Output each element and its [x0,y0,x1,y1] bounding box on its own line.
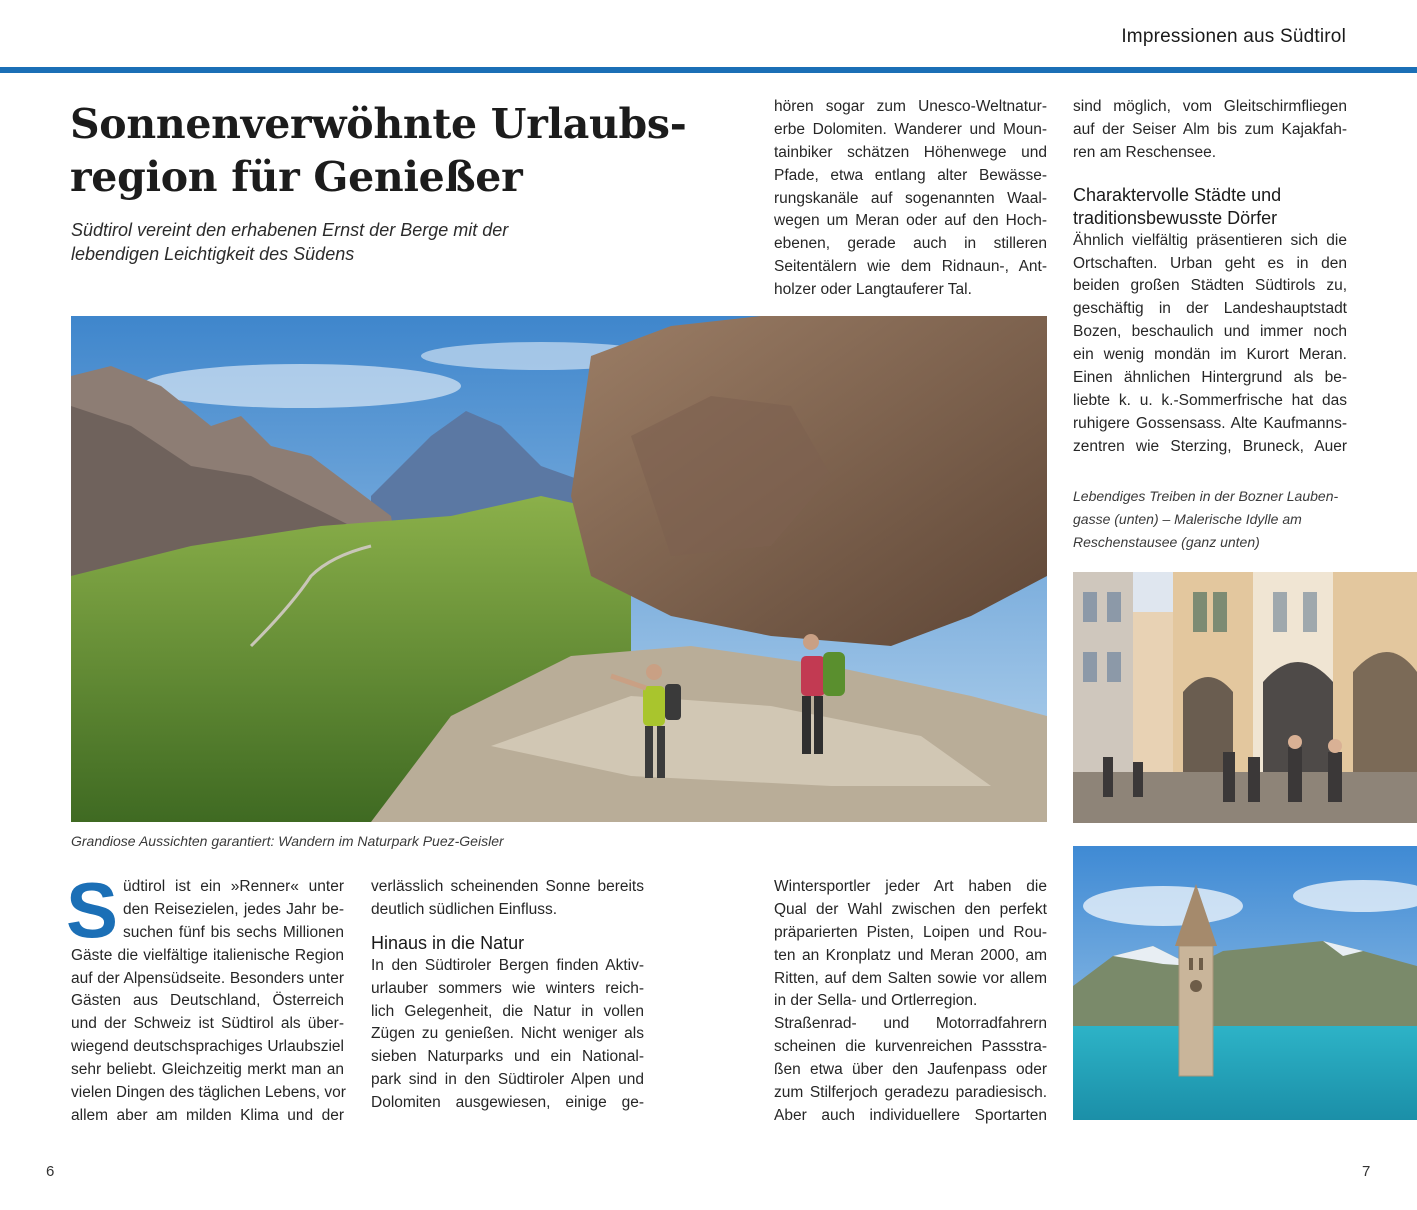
text-line: ruhigere Gossensass. Alte Kaufmanns- [1073,414,1347,432]
side-caption-line-1: Lebendiges Treiben in der Bozner Lauben- [1073,488,1339,504]
text-line: Einen ähnlichen Hintergrund als be- [1073,369,1347,387]
column-2-body [371,955,644,1115]
text-line: ren am Reschensee. [1073,143,1217,161]
text-line: Ritten, auf dem Salten sowie vor allem [774,969,1047,987]
text-line: sieben Naturparks und ein National- [371,1048,644,1066]
text-line: Aber auch individuellere Sportarten [774,1106,1047,1124]
hero-image-caption: Grandiose Aussichten garantiert: Wandern im Naturpark Puez-Geisler [71,833,504,849]
text-line: wegen um Meran oder auf den Hoch- [774,212,1047,230]
text-line: Gäste die vielfältige italienische Region [71,946,344,964]
drop-cap: S [66,866,119,954]
text-line: ein wenig mondän im Kurort Meran. [1073,346,1347,364]
text-line: Dolomiten ausgewiesen, einige ge- [371,1094,644,1112]
text-line: Bozen, beschaulich und immer noch [1073,323,1347,341]
column-2 [371,876,644,1115]
text-line: Gästen aus Deutschland, Österreich [71,992,344,1010]
text-line: sind möglich, vom Gleitschirmfliegen [1073,98,1347,115]
page-number-left: 6 [46,1163,55,1180]
text-line: Straßenrad- und Motorradfahrern [774,1015,1047,1033]
text-line: wiegend deutschsprachiges Urlaubsziel [71,1038,344,1056]
text-line: erbe Dolomiten. Wanderer und Moun- [774,120,1047,138]
text-line: scheinen die kurvenreichen Passstra- [774,1038,1047,1056]
text-line: ebenen, gerade auch in stilleren [774,235,1047,253]
mountain-hikers-photo-icon [71,316,1047,822]
side-caption-line-3: Reschenstausee (ganz unten) [1073,533,1260,550]
text-line: auf der Alpensüdseite. Besonders unter [71,969,344,987]
title-line-1: Sonnenverwöhnte Urlaubs- [70,100,687,148]
text-line: holzer oder Langtauferer Tal. [774,281,972,299]
right-intro-text [1073,96,1347,165]
text-line: urlauber sommers wie winters reich- [371,979,644,997]
column-2-intro [371,876,644,922]
text-line: deutlich südlichen Einfluss. [371,900,558,918]
header-rule [0,67,1417,73]
text-line: liebte k. u. k.-Sommerfrische hat das [1073,391,1347,409]
text-line: präparierten Pisten, Loipen und Rou- [774,923,1047,941]
text-line: üdtirol ist ein »Renner« unter [123,878,344,895]
section-heading-towns-2: traditionsbewusste Dörfer [1073,207,1278,228]
submerged-tower-lake-photo-icon [1073,846,1417,1120]
text-line: geschäftig in der Landeshauptstadt [1073,300,1347,318]
text-line: verlässlich scheinenden Sonne bereits [371,878,644,895]
right-body-text [1073,230,1347,459]
text-line: vielen Dingen des täglichen Lebens, vor [71,1084,346,1102]
subhead-line-2: lebendigen Leichtigkeit des Südens [71,244,355,264]
text-line: und der Schweiz ist Südtirol als über- [71,1015,344,1033]
subhead-line-1: Südtirol vereint den erhabenen Ernst der Berge mit der [71,220,509,240]
side-caption-line-2: gasse (unten) – Malerische Idylle am [1073,510,1302,527]
text-line: Seitentälern wie dem Ridnaun-, Ant- [774,258,1047,276]
subheadline [71,218,551,266]
title-line-2: region für Genießer [70,153,523,201]
text-line: den Reisezielen, jedes Jahr be- [123,900,344,918]
page-title [70,98,710,204]
text-line: In den Südtiroler Bergen finden Aktiv- [371,956,644,974]
text-line: lich Gelegenheit, die Natur in vollen [371,1002,644,1020]
column-top-middle [774,96,1047,302]
text-line: ßen etwa über den Jaufenpass oder [774,1061,1047,1079]
text-line: tainbiker schätzen Höhenwege und [774,143,1047,161]
arcade-street-photo-icon [1073,572,1417,823]
side-image-caption [1073,485,1373,554]
text-line: hören sogar zum Unesco-Weltnatur- [774,98,1047,115]
text-line: zum Stilferjoch geradezu paradiesisch. [774,1084,1047,1102]
running-header: Impressionen aus Südtirol [1121,26,1346,47]
text-line: zentren wie Sterzing, Bruneck, Auer [1073,437,1347,455]
text-line: beiden großen Städten Südtirols zu, [1073,277,1347,295]
text-line: Zügen zu genießen. Nicht weniger als [371,1025,644,1043]
text-line: rungskanäle auf sogenannten Waal- [774,189,1047,207]
section-heading-nature: Hinaus in die Natur [371,932,525,953]
text-line: sehr beliebt. Gleichzeitig merkt man an [71,1061,344,1079]
text-line: allem aber am milden Klima und der [71,1106,344,1124]
text-line: Pfade, etwa entlang alter Bewässe- [774,166,1047,184]
column-3 [774,876,1047,1128]
column-1-dropcap-lines [123,876,344,945]
text-line: suchen fünf bis sechs Millionen [123,923,344,941]
page-number-right: 7 [1362,1163,1371,1180]
column-1-body [71,945,344,1128]
section-heading-towns-1: Charaktervolle Städte und [1073,184,1282,205]
text-line: auf der Seiser Alm bis zum Kajakfah- [1073,120,1347,138]
text-line: park sind in den Südtiroler Alpen und [371,1071,644,1089]
text-line: Ähnlich vielfältig präsentieren sich die [1073,231,1347,249]
text-line: ten an Kronplatz und Meran 2000, am [774,946,1047,964]
text-line: in der Sella- und Ortlerregion. [774,992,978,1010]
text-line: Wintersportler jeder Art haben die [774,878,1047,895]
text-line: Ortschaften. Urban geht es in den [1073,254,1347,272]
text-line: Qual der Wahl zwischen den perfekt [774,900,1047,918]
column-right [1073,96,1347,459]
